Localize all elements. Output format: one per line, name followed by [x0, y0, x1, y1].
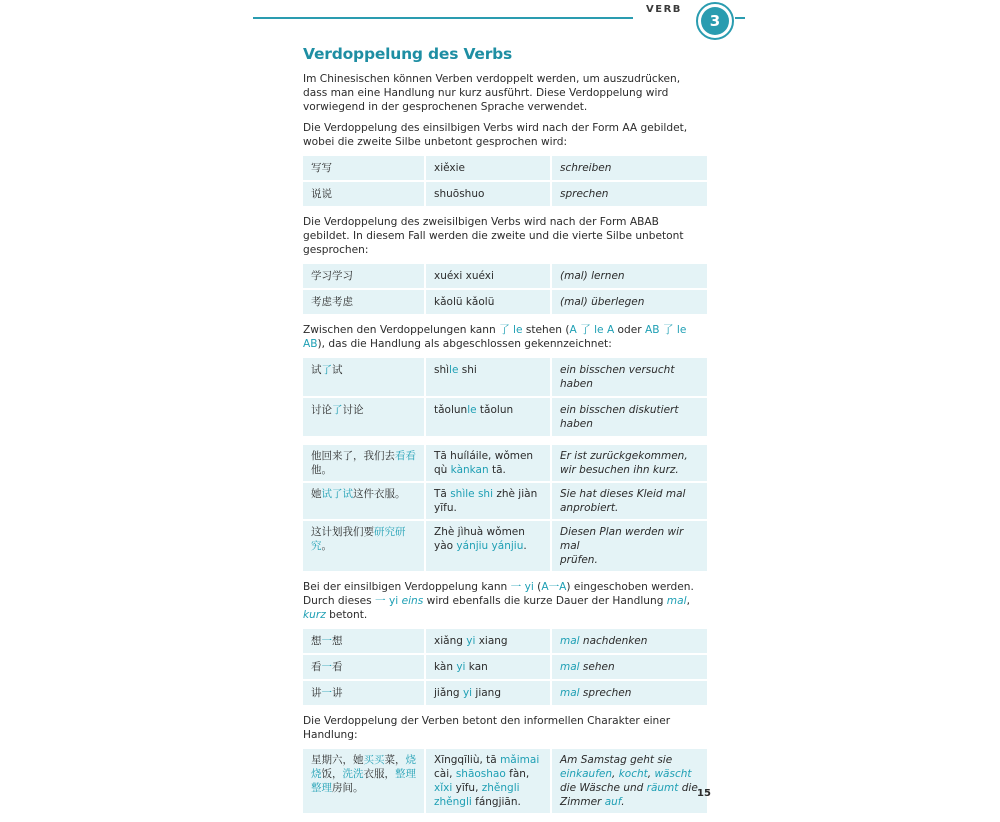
form-part: 了	[580, 324, 591, 336]
hanzi-cell: 考虑考虑	[303, 290, 424, 314]
pinyin-highlight: kànkan	[450, 464, 489, 476]
intro-paragraph: Im Chinesischen können Verben verdoppelt werden, um auszudrücken, dass man eine Handlung nur kurz ausführt. Diese Verdoppelung wird vorwiegend in der gesprochenen Sprache verwendet.	[303, 73, 681, 113]
table-row	[303, 483, 707, 519]
pinyin-part: .	[523, 540, 527, 552]
german-cell	[552, 681, 707, 705]
german-highlight: mal	[560, 687, 580, 699]
text-span: wird ebenfalls die kurze Dauer der Handlung	[423, 595, 667, 607]
pinyin-part: yīfu,	[452, 782, 482, 794]
pinyin-part: kan	[465, 661, 488, 673]
german-highlight: wäscht	[654, 768, 692, 780]
pinyin-part: jiǎng	[434, 687, 463, 699]
pinyin-highlight: le	[467, 404, 477, 416]
pinyin-cell: xiěxie	[426, 156, 550, 180]
text-span: (	[533, 581, 542, 593]
pinyin-highlight: le	[449, 364, 459, 376]
table-yi	[303, 629, 707, 705]
pinyin-part: zhè jiàn yīfu.	[434, 488, 538, 514]
german-line: Sie hat dieses Kleid mal	[560, 488, 686, 500]
hanzi-part: 看	[311, 661, 322, 673]
pinyin-part: fángjiān.	[471, 796, 521, 808]
pinyin-part: shì	[434, 364, 450, 376]
hanzi-highlight: 买买	[363, 754, 385, 766]
german-line: anprobiert.	[560, 502, 619, 514]
german-highlight: mal	[560, 635, 580, 647]
table-abab	[303, 264, 707, 314]
german-cell: ein bisschen versucht haben	[552, 358, 707, 396]
german-part: Am Samstag geht sie	[560, 754, 673, 766]
hanzi-part: 房间。	[332, 782, 364, 794]
section-label: VERB	[646, 4, 682, 15]
hanzi-highlight: 了	[321, 364, 332, 376]
hanzi-part: 她	[311, 488, 322, 500]
page-number: 15	[697, 788, 711, 799]
german-cell: (mal) überlegen	[552, 290, 707, 314]
hanzi-part: 讨论	[342, 404, 364, 416]
table-le	[303, 358, 707, 436]
text-span: ,	[686, 595, 690, 607]
hanzi-cell: 说说	[303, 182, 424, 206]
pinyin-part: fàn,	[505, 768, 530, 780]
form-part: le A	[594, 324, 615, 336]
pinyin-highlight: shìle shi	[450, 488, 493, 500]
chapter-number: 3	[701, 7, 729, 35]
pinyin-part: Tā huíláile, wǒmen qù	[434, 450, 534, 476]
hanzi-highlight: 整理整理	[311, 768, 416, 794]
german-part: ,	[612, 768, 619, 780]
pinyin-highlight: yánjiu yánjiu	[456, 540, 524, 552]
german-cell: ein bisschen diskutiert haben	[552, 398, 707, 436]
german-cell	[552, 445, 707, 481]
german-part: sprechen	[579, 687, 632, 699]
hanzi-cell: 写写	[303, 156, 424, 180]
pinyin-part: jiang	[472, 687, 502, 699]
pinyin-highlight: mǎimai	[500, 754, 540, 766]
yi-hanzi: 一	[375, 595, 386, 607]
table-row	[303, 156, 707, 180]
german-highlight: räumt	[646, 782, 679, 794]
pinyin-highlight: yi	[456, 661, 466, 673]
german-part: .	[621, 796, 625, 808]
hanzi-highlight: 试了试	[321, 488, 353, 500]
german-highlight: mal	[560, 661, 580, 673]
pinyin-cell	[426, 655, 550, 679]
pinyin-part: tǎolun	[476, 404, 514, 416]
le-pinyin: le	[513, 324, 523, 336]
hanzi-part: 试	[311, 364, 322, 376]
form-part: AB	[645, 324, 660, 336]
hanzi-cell	[303, 483, 424, 519]
german-part: ,	[647, 768, 655, 780]
hanzi-part: 讲	[332, 687, 343, 699]
german-cell	[552, 483, 707, 519]
table-row	[303, 290, 707, 314]
table-row	[303, 681, 707, 705]
hanzi-highlight: 看看	[395, 450, 416, 462]
pinyin-part: Tā	[434, 488, 451, 500]
german-cell	[552, 521, 707, 571]
pinyin-cell: shuōshuo	[426, 182, 550, 206]
german-cell: sprechen	[552, 182, 707, 206]
hanzi-highlight: 洗洗	[342, 768, 364, 780]
german-part: sehen	[579, 661, 615, 673]
form-part: le AB	[303, 324, 687, 350]
pinyin-part: kàn	[434, 661, 457, 673]
table-row	[303, 655, 707, 679]
pinyin-part: Xīngqīliù, tā	[434, 754, 501, 766]
table-row	[303, 749, 707, 813]
hanzi-highlight: 一	[321, 635, 332, 647]
german-cell: schreiben	[552, 156, 707, 180]
page-content	[303, 45, 707, 822]
german-part: die Wäsche und	[560, 782, 647, 794]
pinyin-highlight: shāoshao	[455, 768, 506, 780]
highlight-word: mal	[666, 595, 687, 607]
hanzi-part: 饭，	[321, 768, 343, 780]
hanzi-part: 他回来了，我们去	[311, 450, 395, 462]
hanzi-part: 这计划我们要	[311, 526, 374, 538]
text-span: ), das die Handlung als abgeschlossen gekennzeichnet:	[317, 338, 612, 350]
chapter-badge	[696, 2, 734, 40]
hanzi-cell	[303, 681, 424, 705]
german-cell: (mal) lernen	[552, 264, 707, 288]
table-sentences	[303, 445, 707, 571]
form-a-yi-a	[541, 581, 566, 593]
hanzi-highlight: 烧烧	[311, 754, 416, 780]
single-syllable-paragraph: Die Verdoppelung des einsilbigen Verbs wird nach der Form AA gebildet, wobei die zweite Silbe unbetont gesprochen wird:	[303, 122, 688, 148]
hanzi-cell	[303, 521, 424, 571]
text-span: oder	[614, 324, 646, 336]
hanzi-part: 他。	[311, 464, 332, 476]
hanzi-part: 这件衣服。	[353, 488, 406, 500]
hanzi-part: 想	[311, 635, 322, 647]
german-line: Er ist zurückgekommen,	[560, 450, 688, 462]
pinyin-highlight: yi	[462, 687, 473, 699]
hanzi-highlight: 研究研究	[311, 526, 406, 552]
hanzi-highlight: 一	[321, 661, 332, 673]
highlight-word: kurz	[303, 609, 326, 621]
hanzi-part: 讲	[311, 687, 322, 699]
yi-hanzi: 一	[510, 581, 522, 593]
hanzi-cell	[303, 445, 424, 481]
german-highlight: auf	[604, 796, 622, 808]
table-row	[303, 264, 707, 288]
german-cell	[552, 749, 707, 813]
table-row	[303, 521, 707, 571]
german-part: die Zimmer	[560, 782, 698, 808]
text-span: ) eingeschoben werden. Durch dieses	[303, 581, 694, 607]
hanzi-part: 星期六，她	[311, 754, 364, 766]
header-rule-left	[253, 17, 633, 19]
german-line: prüfen.	[560, 554, 598, 566]
german-line: Diesen Plan werden wir mal	[560, 526, 684, 552]
pinyin-cell	[426, 398, 550, 436]
hanzi-part: 试	[332, 364, 343, 376]
hanzi-cell	[303, 749, 424, 813]
pinyin-part: shi	[458, 364, 477, 376]
hanzi-part: 想	[332, 635, 343, 647]
yi-meaning: eins	[401, 595, 424, 607]
form-part: A	[541, 581, 549, 593]
pinyin-part: Zhè jìhuà wǒmen yào	[434, 526, 525, 552]
pinyin-part: tā.	[488, 464, 506, 476]
text-span: Bei der einsilbigen Verdoppelung kann	[303, 581, 511, 593]
german-cell	[552, 655, 707, 679]
table-row	[303, 358, 707, 396]
pinyin-cell: kǎolü kǎolü	[426, 290, 550, 314]
text-span: Zwischen den Verdoppelungen kann	[303, 324, 500, 336]
hanzi-part: 菜，	[384, 754, 406, 766]
pinyin-cell	[426, 629, 550, 653]
pinyin-part: cài,	[434, 768, 456, 780]
table-row	[303, 445, 707, 481]
yi-paragraph	[303, 580, 707, 622]
hanzi-cell: 学习学习	[303, 264, 424, 288]
german-part: nachdenken	[579, 635, 648, 647]
hanzi-highlight: 了	[332, 404, 343, 416]
german-highlight: einkaufen	[560, 768, 613, 780]
yi-pinyin: yi	[388, 595, 399, 607]
hanzi-part: 讨论	[311, 404, 332, 416]
le-hanzi: 了	[499, 324, 510, 336]
text-span: betont.	[325, 609, 368, 621]
page-title: Verdoppelung des Verbs	[303, 45, 513, 63]
hanzi-cell	[303, 398, 424, 436]
pinyin-part: xiang	[475, 635, 508, 647]
header-rule-right	[735, 17, 745, 19]
informal-paragraph: Die Verdoppelung der Verben betont den informellen Charakter einer Handlung:	[303, 715, 671, 741]
pinyin-cell: xuéxi xuéxi	[426, 264, 550, 288]
pinyin-highlight: xǐxi	[434, 782, 453, 794]
text-span: stehen (	[522, 324, 570, 336]
german-highlight: kocht	[618, 768, 648, 780]
table-row	[303, 182, 707, 206]
pinyin-highlight: zhěngli zhěngli	[434, 782, 520, 808]
pinyin-cell	[426, 521, 550, 571]
german-line: wir besuchen ihn kurz.	[560, 464, 679, 476]
pinyin-cell	[426, 445, 550, 481]
form-part: A	[569, 324, 577, 336]
le-paragraph	[303, 323, 707, 351]
hanzi-cell	[303, 358, 424, 396]
table-row	[303, 398, 707, 436]
form-a	[570, 324, 615, 336]
pinyin-cell	[426, 749, 550, 813]
hanzi-cell	[303, 655, 424, 679]
form-part: A	[559, 581, 567, 593]
double-syllable-paragraph: Die Verdoppelung des zweisilbigen Verbs wird nach der Form ABAB gebildet. In diesem Fall werden die zweite und die vierte Silbe unbetont gesprochen:	[303, 216, 684, 256]
hanzi-part: 衣服，	[363, 768, 395, 780]
hanzi-cell	[303, 629, 424, 653]
pinyin-cell	[426, 358, 550, 396]
table-final	[303, 749, 707, 813]
yi-pinyin: yi	[524, 581, 534, 593]
form-part: 一	[548, 581, 560, 593]
table-row	[303, 629, 707, 653]
hanzi-part: 。	[321, 540, 332, 552]
hanzi-part: 看	[332, 661, 343, 673]
german-cell	[552, 629, 707, 653]
pinyin-highlight: yi	[466, 635, 476, 647]
pinyin-cell	[426, 681, 550, 705]
pinyin-part: xiǎng	[434, 635, 467, 647]
form-part: 了	[662, 324, 674, 336]
pinyin-part: tǎolun	[434, 404, 468, 416]
pinyin-cell	[426, 483, 550, 519]
hanzi-highlight: 一	[321, 687, 332, 699]
table-aa	[303, 156, 707, 206]
